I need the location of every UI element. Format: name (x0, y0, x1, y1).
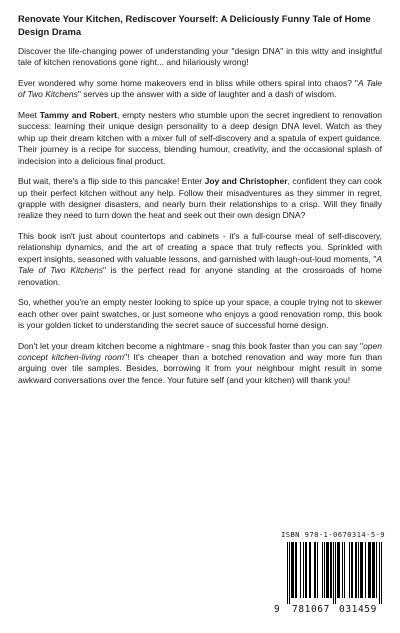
barcode-bar (368, 542, 369, 598)
barcode-bar (322, 542, 323, 598)
barcode-left-digits: 781067 (292, 604, 330, 615)
barcode-bar (376, 542, 377, 598)
barcode-bar (370, 542, 371, 598)
barcode-lead-digit: 9 (274, 604, 280, 615)
barcode-bar (287, 542, 288, 604)
barcode-bar (352, 542, 353, 598)
barcode-bar (315, 542, 316, 598)
barcode-bar (339, 542, 340, 598)
blurb-text: Don't let your dream kitchen become a nightmare - snag this book faster than you can say " (18, 340, 364, 351)
barcode-bar (355, 542, 356, 598)
blurb-paragraph (18, 46, 382, 69)
blurb-text: , confident they can cook up their perfect kitchen without any help. Follow their misadventures as they simmer in regret, grapple with designer disasters, and nearly burn their relationships to a crisp. Will they finally realize they need to turn down the heat and seek out their own design DNA? (18, 176, 383, 221)
isbn-barcode (274, 528, 392, 624)
barcode-bar (365, 542, 366, 598)
blurb-text: "! It's cheaper than a botched renovation and way more fun than arguing over tile samples. Besides, borrowing it from your neighbour might result in some awkward conversations over the fence. Your future self (and your kitchen) will thank you! (18, 352, 383, 385)
barcode-bar (338, 542, 339, 598)
barcode-bar (296, 542, 297, 598)
barcode-bar (379, 542, 380, 604)
barcode-bar (342, 542, 343, 598)
blurb-paragraph (18, 341, 382, 387)
names-bold: Joy and Christopher (204, 176, 288, 187)
barcode-bar (362, 542, 363, 598)
blurb-paragraph (18, 297, 382, 331)
barcode-digits (274, 604, 392, 616)
barcode-bar (309, 542, 310, 598)
blurb-paragraph (18, 110, 382, 167)
book-title-italic: A Tale of Two Kitchens (18, 253, 382, 276)
blurb-text: " is the perfect read for anyone standing at the crossroads of home renovation. (18, 265, 382, 287)
barcode-bar (317, 542, 318, 598)
barcode-bar (328, 542, 329, 598)
barcode-bar (337, 542, 338, 598)
barcode-bar (381, 542, 382, 604)
blurb-text: " serves up the answer with a side of laughter and a dash of wisdom. (77, 89, 337, 100)
barcode-bar (358, 542, 359, 598)
barcode-bars (281, 542, 385, 604)
blurb-paragraph (18, 176, 382, 222)
blurb-text: But wait, there's a flip side to this pancake! Enter (18, 176, 205, 187)
barcode-bar (291, 542, 292, 598)
barcode-bar (335, 542, 336, 604)
barcode-bar (360, 542, 361, 598)
barcode-bar (356, 542, 357, 598)
blurb-paragraph (18, 231, 382, 288)
barcode-bar (372, 542, 373, 598)
barcode-bar (324, 542, 325, 598)
barcode-bar (295, 542, 296, 598)
barcode-bar (310, 542, 311, 598)
names-bold: Tammy and Robert (39, 110, 118, 120)
barcode-bar (369, 542, 370, 598)
barcode-bar (300, 542, 301, 598)
barcode-bar (305, 542, 306, 598)
barcode-bar (292, 542, 293, 598)
blurb-title: Renovate Your Kitchen, Rediscover Yourself: A Deliciously Funny Tale of Home Design Drama (18, 13, 371, 37)
barcode-bar (361, 542, 362, 598)
blurb-body (18, 46, 382, 386)
barcode-bar (289, 542, 290, 604)
barcode-bar (326, 542, 327, 598)
barcode-bar (293, 542, 294, 598)
barcode-bar (333, 542, 334, 604)
blurb-text: This book isn't just about countertops and cabinets - it's a full-course meal of self-discovery, relationship dynamics, and the art of creating a space that truly reflects you. Sprinkled with expert insights, seasoned with valuable lessons, and garnished with laugh-out-loud moments, " (18, 231, 382, 264)
blurb-text: So, whether you're an empty nester looking to spice up your space, a couple trying not to skewer each other over paint swatches, or just someone who enjoys a good renovation romp, this book is your golden ticket to understanding the secret sauce of successful home design. (18, 297, 382, 331)
book-title-italic: open concept kitchen-living room (18, 340, 382, 363)
blurb-text: Discover the life-changing power of understanding your "design DNA" in this witty and insightful tale of kitchen renovations gone right... and hilariously wrong! (18, 46, 382, 68)
barcode-bar (349, 542, 350, 598)
barcode-bar (373, 542, 374, 598)
isbn-label: ISBN 978-1-0670314-5-9 (281, 530, 385, 539)
blurb-text: Ever wondered why some home makeovers end in bliss while others spiral into chaos? " (18, 78, 358, 88)
barcode-bar (351, 542, 352, 598)
barcode-bar (306, 542, 307, 598)
barcode-bar (314, 542, 315, 598)
blurb-text: , empty nesters who stumble upon the secret ingredient to renovation success: learning their unique design personality to a deep design DNA level. Watch as they whip up their dream kitchen with a mixer full of self-discovery and a spatula of expert guidance. Their journey is a recipe for success, blending humour, creativity, and the occasional splash of indecision into a delicious final product. (18, 110, 383, 166)
barcode-bar (303, 542, 304, 598)
blurb-text: Meet (18, 110, 40, 120)
barcode-bar (330, 542, 331, 598)
blurb-paragraph (18, 78, 382, 101)
book-title-italic: A Tale of Two Kitchens (18, 78, 382, 100)
barcode-bar (374, 542, 375, 598)
barcode-right-digits: 031459 (339, 604, 377, 615)
barcode-bar (344, 542, 345, 598)
barcode-bar (331, 542, 332, 598)
barcode-bar (327, 542, 328, 598)
